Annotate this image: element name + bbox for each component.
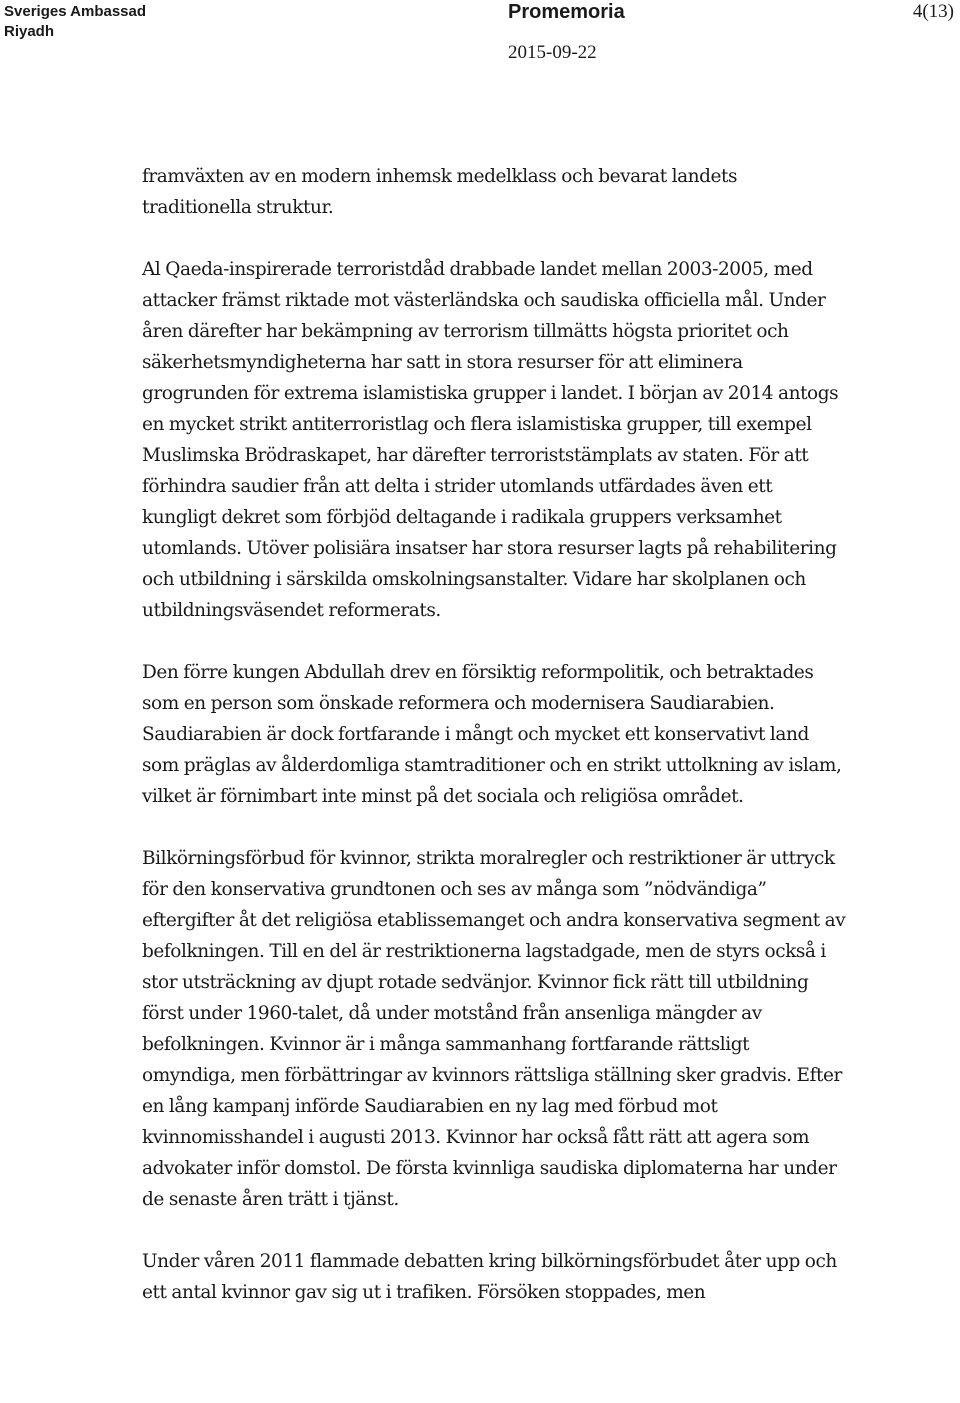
- document-type: Promemoria: [508, 1, 625, 23]
- document-body: [142, 161, 847, 1339]
- page-number: 4(13): [912, 1, 954, 22]
- document-date: 2015-09-22: [508, 42, 597, 63]
- body-paragraph: framväxten av en modern inhemsk medelklass och bevarat landets traditionella struktur.: [142, 166, 738, 218]
- sender-city: Riyadh: [4, 23, 55, 40]
- body-paragraph: Al Qaeda-inspirerade terroristdåd drabbade landet mellan 2003-2005, med attacker främst riktade mot västerländska och saudiska officiella mål. Under åren därefter har bekämpning av terrorism tillmätts högsta prioritet och säkerhetsmyndigheterna har satt in stora resurser för att eliminera grogrunden för extrema islamistiska grupper i landet. I början av 2014 antogs en mycket strikt antiterroristlag och flera islamistiska grupper, till exempel Muslimska Brödraskapet, har därefter terroriststämplats av staten. För att förhindra saudier från att delta i strider utomlands utfärdades även ett kungligt dekret som förbjöd deltagande i radikala gruppers verksamhet utomlands. Utöver polisiära insatser har stora resurser lagts på rehabilitering och utbildning i särskilda omskolningsanstalter. Vidare har skolplanen och utbildningsväsendet reformerats.: [142, 259, 839, 621]
- document-header: [0, 0, 960, 80]
- body-paragraph: Den förre kungen Abdullah drev en försiktig reformpolitik, och betraktades som en person som önskade reformera och modernisera Saudiarabien. Saudiarabien är dock fortfarande i mångt och mycket ett konservativt land som präglas av ålderdomliga stamtraditioner och en strikt uttolkning av islam, vilket är förnimbart inte minst på det sociala och religiösa området.: [142, 662, 842, 807]
- body-paragraph: Under våren 2011 flammade debatten kring bilkörningsförbudet åter upp och ett antal kvinnor gav sig ut i trafiken. Försöken stoppades, men: [142, 1251, 837, 1303]
- body-paragraph: Bilkörningsförbud för kvinnor, strikta moralregler och restriktioner är uttryck för den konservativa grundtonen och ses av många som ”nödvändiga” eftergifter åt det religiösa etablissemanget och andra konservativa segment av befolkningen. Till en del är restriktionerna lagstadgade, men de styrs också i stor utsträckning av djupt rotade sedvänjor. Kvinnor fick rätt till utbildning först under 1960-talet, då under motstånd från ansenliga mängder av befolkningen. Kvinnor är i många sammanhang fortfarande rättsligt omyndiga, men förbättringar av kvinnors rättsliga ställning sker gradvis. Efter en lång kampanj införde Saudiarabien en ny lag med förbud mot kvinnomisshandel i augusti 2013. Kvinnor har också fått rätt att agera som advokater inför domstol. De första kvinnliga saudiska diplomaterna har under de senaste åren trätt i tjänst.: [142, 848, 846, 1210]
- sender-organization: Sveriges Ambassad: [4, 3, 147, 20]
